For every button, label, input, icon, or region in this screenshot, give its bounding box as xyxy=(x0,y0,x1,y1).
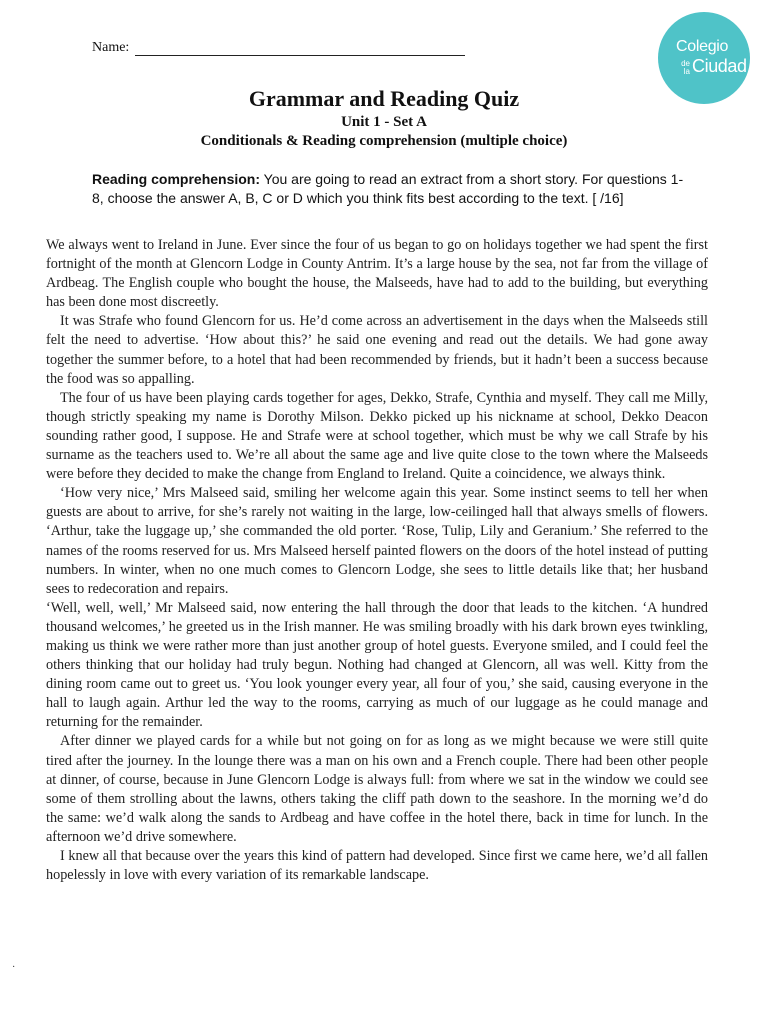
passage-paragraph: After dinner we played cards for a while but not going on for as long as we might because we were still quite tired after the journey. In the lounge there was a man on his own and a French couple. There had been other people at dinner, of course, because in June Glencorn Lodge is always full: from where we sat in the window we could see some of them strolling about the lawns, others taking the cliff path down to the seashore. In the morning we’d do the same: we’d walk along the sands to Ardbeag and have coffee in the hotel there, back in time for lunch. In the afternoon we’d drive somewhere. xyxy=(46,733,708,845)
quiz-title: Grammar and Reading Quiz xyxy=(248,86,520,111)
passage-paragraph: We always went to Ireland in June. Ever since the four of us began to go on holidays together we had spent the first fortnight of the month at Glencorn Lodge in County Antrim. It’s a large house by the sea, not far from the village of Ardbeag. The English couple who bought the house, the Malseeds, have had to add to the building, but everything has been done most discreetly. xyxy=(46,237,708,311)
reading-passage xyxy=(46,236,708,885)
stray-mark: · xyxy=(12,962,16,973)
passage-paragraph: It was Strafe who found Glencorn for us. He’d come across an advertisement in the days when the Malseeds still felt the need to advertise. ‘How about this?’ he said one evening and read out the details. We had gone away together the summer before, to a hotel that had been recommended by friends, but it hadn’t been a success because the food was so appalling. xyxy=(46,313,708,387)
name-blank-line[interactable] xyxy=(135,41,465,56)
reading-instructions xyxy=(92,170,692,208)
passage-paragraph: I knew all that because over the years this kind of pattern had developed. Since first we came here, we’d all fallen hopelessly in love with every variation of its remarkable landscape. xyxy=(46,848,708,884)
logo-word-colegio: Colegio xyxy=(676,38,729,55)
passage-paragraph: The four of us have been playing cards together for ages, Dekko, Strafe, Cynthia and myself. They call me Milly, though strictly speaking my name is Dorothy Milson. Dekko picked up his nickname at school, Dekko Deacon sounding rather good, I suppose. He and Strafe were at school together, which must be why we call Strafe by his surname as the teachers used to. We’re all about the same age and live quite close to the town where the Malseeds were before they decided to make the change from England to Ireland. Quite a coincidence, we always think. xyxy=(46,389,708,483)
quiz-unit: Unit 1 - Set A xyxy=(341,114,427,130)
name-field xyxy=(92,40,465,56)
instructions-text: You are going to read an extract from a short story. For questions 1-8, choose the answer A, B, C or D which you think fits best according to the text. [ /16] xyxy=(92,171,684,206)
logo-word-ciudad: Ciudad xyxy=(692,56,747,76)
passage-paragraph: ‘Well, well, well,’ Mr Malseed said, now entering the hall through the door that leads to the kitchen. ‘A hundred thousand welcomes,’ he greeted us in the Irish manner. He was smiling broadly with his dark brown eyes twinkling, making us think we were rather more than just another group of hotel guests. Everyone smiled, and I could feel the others thinking that our holiday had truly begun. Nothing had changed at Glencorn, all was well. Kitty from the dining room came out to greet us. ‘You look younger every year, all four of you,’ she said, causing everyone in the hall to laugh again. Arthur led the way to the rooms, carrying as much of our luggage as he could manage and returning for the remainder. xyxy=(46,599,708,731)
name-label: Name: xyxy=(92,40,130,55)
instructions-label: Reading comprehension: xyxy=(92,171,261,187)
quiz-topic: Conditionals & Reading comprehension (multiple choice) xyxy=(200,133,568,149)
logo-word-de-la: de la xyxy=(681,59,690,76)
passage-paragraph: ‘How very nice,’ Mrs Malseed said, smiling her welcome again this year. Some instinct seems to tell her when guests are about to arrive, for she’s rarely not waiting in the large, low-ceilinged hall that always smells of flowers. ‘Arthur, take the luggage up,’ she commanded the old porter. ‘Rose, Tulip, Lily and Geranium.’ She referred to the names of the rooms reserved for us. Mrs Malseed herself painted flowers on the doors of the hotel instead of putting numbers. In winter, when no one much comes to Glencorn Lodge, she sees to little details like that; her husband sees to redecoration and repairs. xyxy=(46,485,708,597)
